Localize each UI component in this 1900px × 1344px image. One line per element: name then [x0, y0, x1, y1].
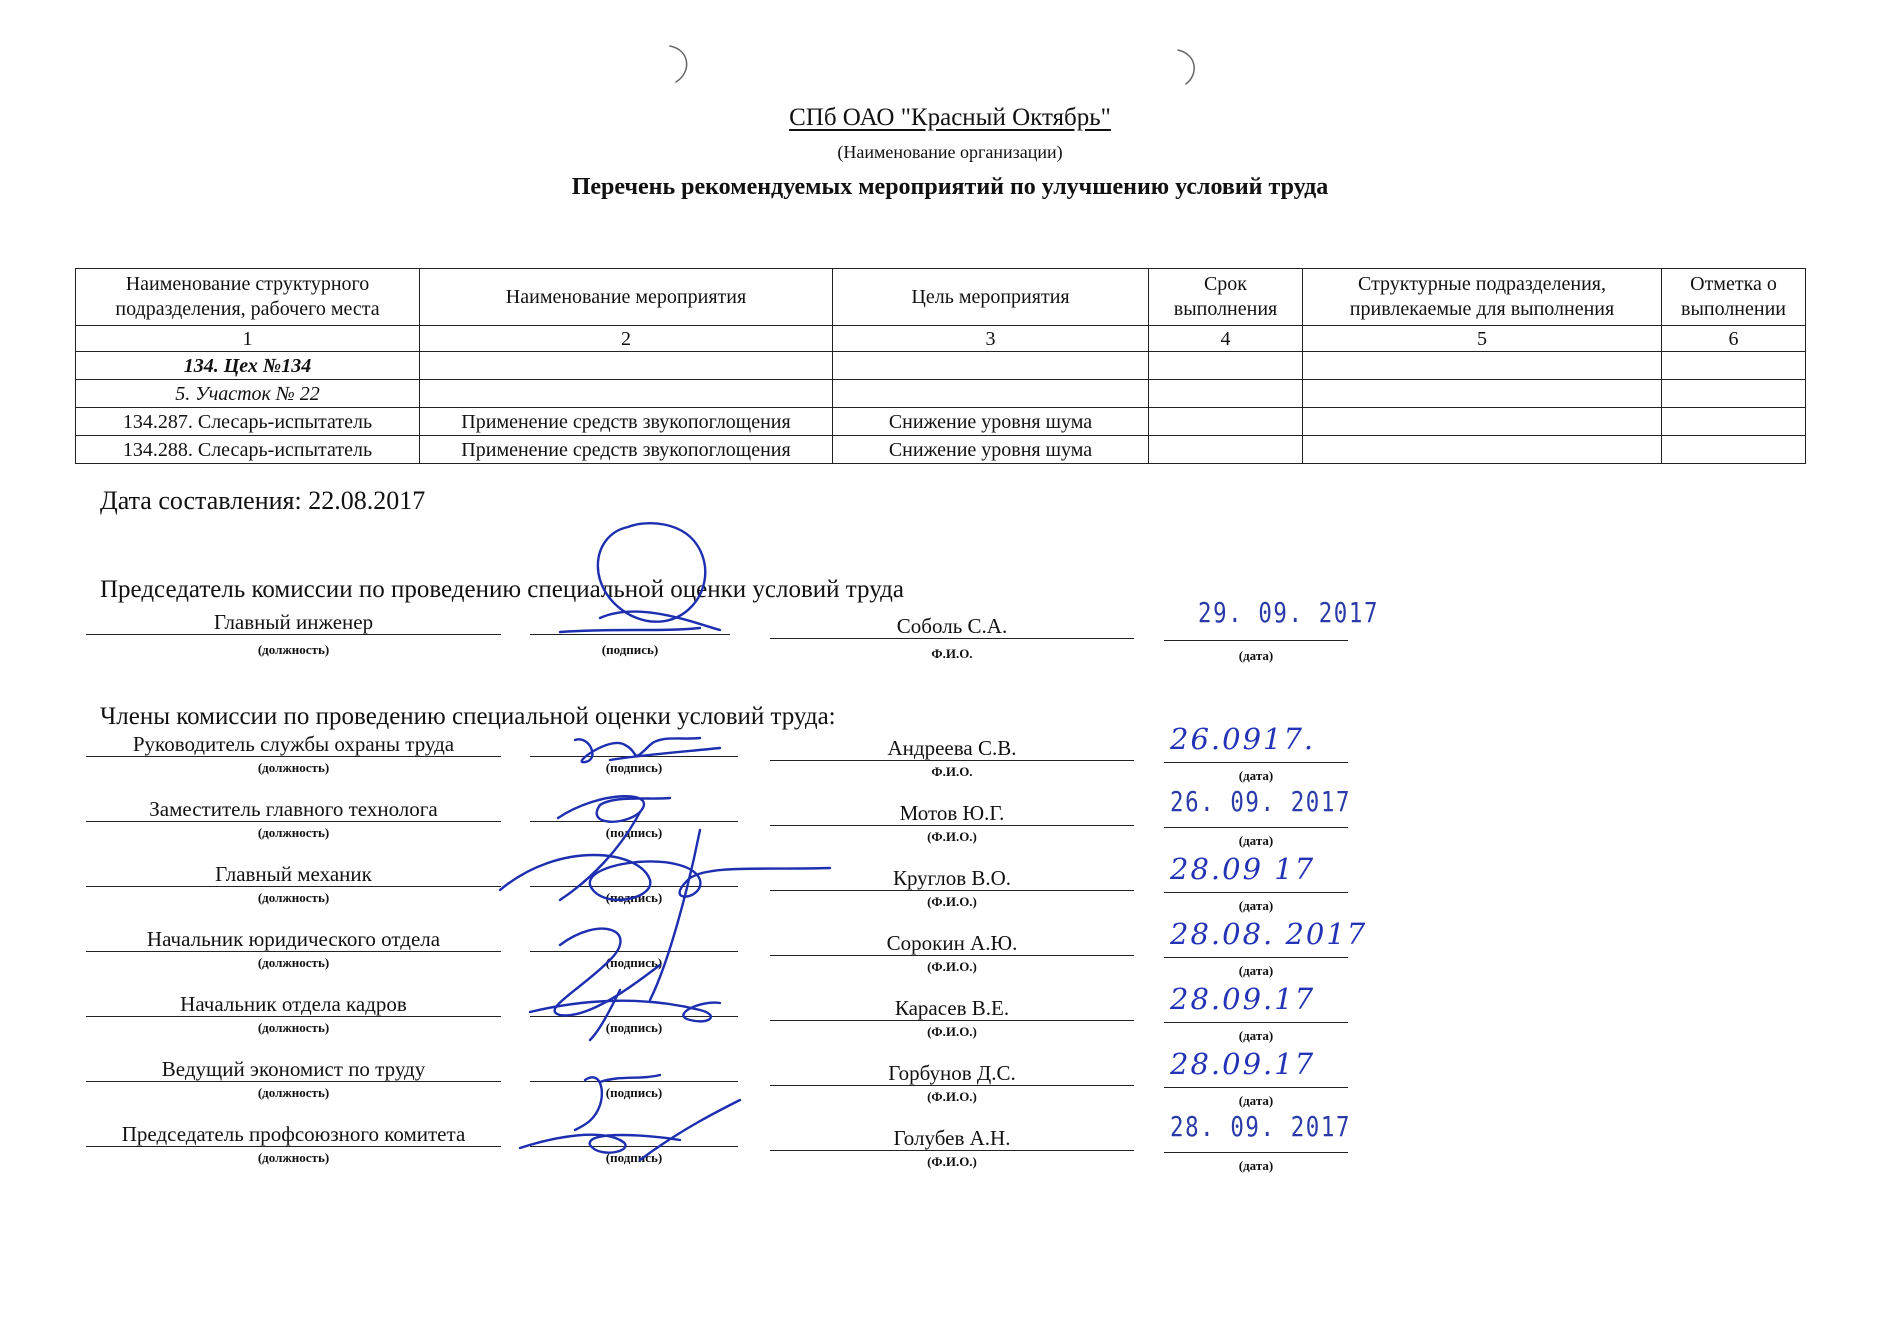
table-cell: 134.287. Слесарь-испытатель — [76, 408, 420, 436]
date-caption: (дата) — [1238, 1158, 1274, 1173]
member-signature-row — [0, 1110, 1900, 1180]
member-signature-row — [0, 785, 1900, 855]
name-text: Андреева С.В. — [887, 736, 1017, 760]
position-text: Главный механик — [215, 862, 372, 886]
table-row — [76, 408, 1806, 436]
table-cell — [420, 352, 833, 380]
table-cell — [1662, 408, 1806, 436]
date-caption: (дата) — [1238, 898, 1274, 913]
name-caption: (Ф.И.О.) — [927, 1024, 977, 1039]
table-cell — [1149, 408, 1303, 436]
table-cell — [1149, 380, 1303, 408]
handwritten-date: 28.09.17 — [1170, 1047, 1316, 1081]
name-text: Голубев А.Н. — [893, 1126, 1011, 1150]
table-cell — [1662, 380, 1806, 408]
member-signature-row — [0, 722, 1900, 790]
handwritten-date: 28.09.17 — [1170, 982, 1316, 1016]
handwritten-date: 26.0917. — [1170, 722, 1316, 756]
table-row — [76, 352, 1806, 380]
table-cell: Снижение уровня шума — [833, 436, 1149, 464]
name-text: Круглов В.О. — [892, 866, 1012, 890]
name-text: Горбунов Д.С. — [888, 1061, 1016, 1085]
date-caption: (дата) — [1238, 648, 1274, 663]
table-cell — [1662, 352, 1806, 380]
column-number: 2 — [420, 326, 833, 352]
table-cell: 134.288. Слесарь-испытатель — [76, 436, 420, 464]
document-title: Перечень рекомендуемых мероприятий по улучшению условий труда — [571, 174, 1329, 200]
name-text: Сорокин А.Ю. — [886, 931, 1018, 955]
members-heading: Члены комиссии по проведению специальной оценки условий труда: — [100, 703, 836, 730]
position-text: Председатель профсоюзного комитета — [121, 1122, 466, 1146]
column-header: Отметка о выполнении — [1662, 269, 1806, 326]
name-caption: Ф.И.О. — [931, 646, 973, 661]
table-cell: 5. Участок № 22 — [76, 380, 420, 408]
name-caption: (Ф.И.О.) — [927, 829, 977, 844]
date-caption: (дата) — [1238, 1093, 1274, 1108]
organization-name: СПб ОАО "Красный Октябрь" — [789, 104, 1111, 131]
name-caption: (Ф.И.О.) — [927, 894, 977, 909]
signature-caption: (подпись) — [605, 1085, 663, 1100]
table-cell — [1303, 408, 1662, 436]
name-caption: Ф.И.О. — [931, 764, 973, 779]
table-row — [76, 436, 1806, 464]
column-header: Структурные подразделения, привлекаемые для выполнения — [1303, 269, 1662, 326]
signature-caption: (подпись) — [605, 825, 663, 840]
name-text: Карасев В.Е. — [894, 996, 1010, 1020]
position-text: Руководитель службы охраны труда — [132, 732, 455, 756]
table-cell — [1303, 352, 1662, 380]
table-cell: Применение средств звукопоглощения — [420, 436, 833, 464]
member-signature-row — [0, 852, 1900, 920]
position-caption: (должность) — [257, 1150, 330, 1165]
chairman-heading: Председатель комиссии по проведению специальной оценки условий труда — [100, 576, 904, 603]
table-header-row — [76, 269, 1806, 326]
date-compiled: Дата составления: 22.08.2017 — [100, 486, 426, 515]
table-cell — [833, 380, 1149, 408]
position-caption: (должность) — [257, 760, 330, 775]
chairman-signature-row — [0, 596, 1900, 668]
table-cell: Снижение уровня шума — [833, 408, 1149, 436]
date-caption: (дата) — [1238, 1028, 1274, 1043]
table-row — [76, 380, 1806, 408]
date-caption: (дата) — [1238, 768, 1274, 783]
position-text: Заместитель главного технолога — [149, 797, 438, 821]
position-text: Начальник юридического отдела — [146, 927, 441, 951]
column-number-row — [76, 326, 1806, 352]
signature-caption: (подпись) — [601, 642, 659, 657]
table-cell — [1303, 380, 1662, 408]
position-text: Ведущий экономист по труду — [161, 1057, 426, 1081]
signature-caption: (подпись) — [605, 1020, 663, 1035]
handwritten-date: 29. 09. 2017 — [1198, 596, 1380, 629]
name-caption: (Ф.И.О.) — [927, 1089, 977, 1104]
member-signature-row — [0, 917, 1900, 985]
handwritten-date: 28. 09. 2017 — [1170, 1110, 1352, 1143]
column-number: 3 — [833, 326, 1149, 352]
handwritten-date: 28.09 17 — [1170, 852, 1316, 886]
name-text: Соболь С.А. — [896, 614, 1008, 638]
date-caption: (дата) — [1238, 963, 1274, 978]
column-number: 1 — [76, 326, 420, 352]
member-signature-row — [0, 1047, 1900, 1115]
table-cell — [1149, 436, 1303, 464]
signature-caption: (подпись) — [605, 1150, 663, 1165]
date-caption: (дата) — [1238, 833, 1274, 848]
position-caption: (должность) — [257, 955, 330, 970]
column-number: 6 — [1662, 326, 1806, 352]
column-number: 4 — [1149, 326, 1303, 352]
position-text: Главный инженер — [213, 610, 374, 634]
position-caption: (должность) — [257, 642, 330, 657]
signature-caption: (подпись) — [605, 890, 663, 905]
column-number: 5 — [1303, 326, 1662, 352]
table-cell — [420, 380, 833, 408]
position-caption: (должность) — [257, 1020, 330, 1035]
position-caption: (должность) — [257, 890, 330, 905]
organization-caption: (Наименование организации) — [837, 142, 1063, 162]
column-header: Наименование структурного подразделения, рабочего места — [76, 269, 420, 326]
table-cell: Применение средств звукопоглощения — [420, 408, 833, 436]
signature-caption: (подпись) — [605, 955, 663, 970]
handwritten-date: 28.08. 2017 — [1170, 917, 1368, 951]
handwritten-date: 26. 09. 2017 — [1170, 785, 1352, 818]
table-cell — [1149, 352, 1303, 380]
column-header: Наименование мероприятия — [420, 269, 833, 326]
name-caption: (Ф.И.О.) — [927, 959, 977, 974]
position-caption: (должность) — [257, 825, 330, 840]
column-header: Срок выполнения — [1149, 269, 1303, 326]
name-text: Мотов Ю.Г. — [899, 801, 1005, 825]
signature-caption: (подпись) — [605, 760, 663, 775]
member-signature-row — [0, 982, 1900, 1050]
position-text: Начальник отдела кадров — [180, 992, 407, 1016]
table-cell — [1303, 436, 1662, 464]
position-caption: (должность) — [257, 1085, 330, 1100]
name-caption: (Ф.И.О.) — [927, 1154, 977, 1169]
column-header: Цель мероприятия — [833, 269, 1149, 326]
measures-table — [75, 268, 1806, 464]
table-cell: 134. Цех №134 — [76, 352, 420, 380]
table-cell — [833, 352, 1149, 380]
table-cell — [1662, 436, 1806, 464]
